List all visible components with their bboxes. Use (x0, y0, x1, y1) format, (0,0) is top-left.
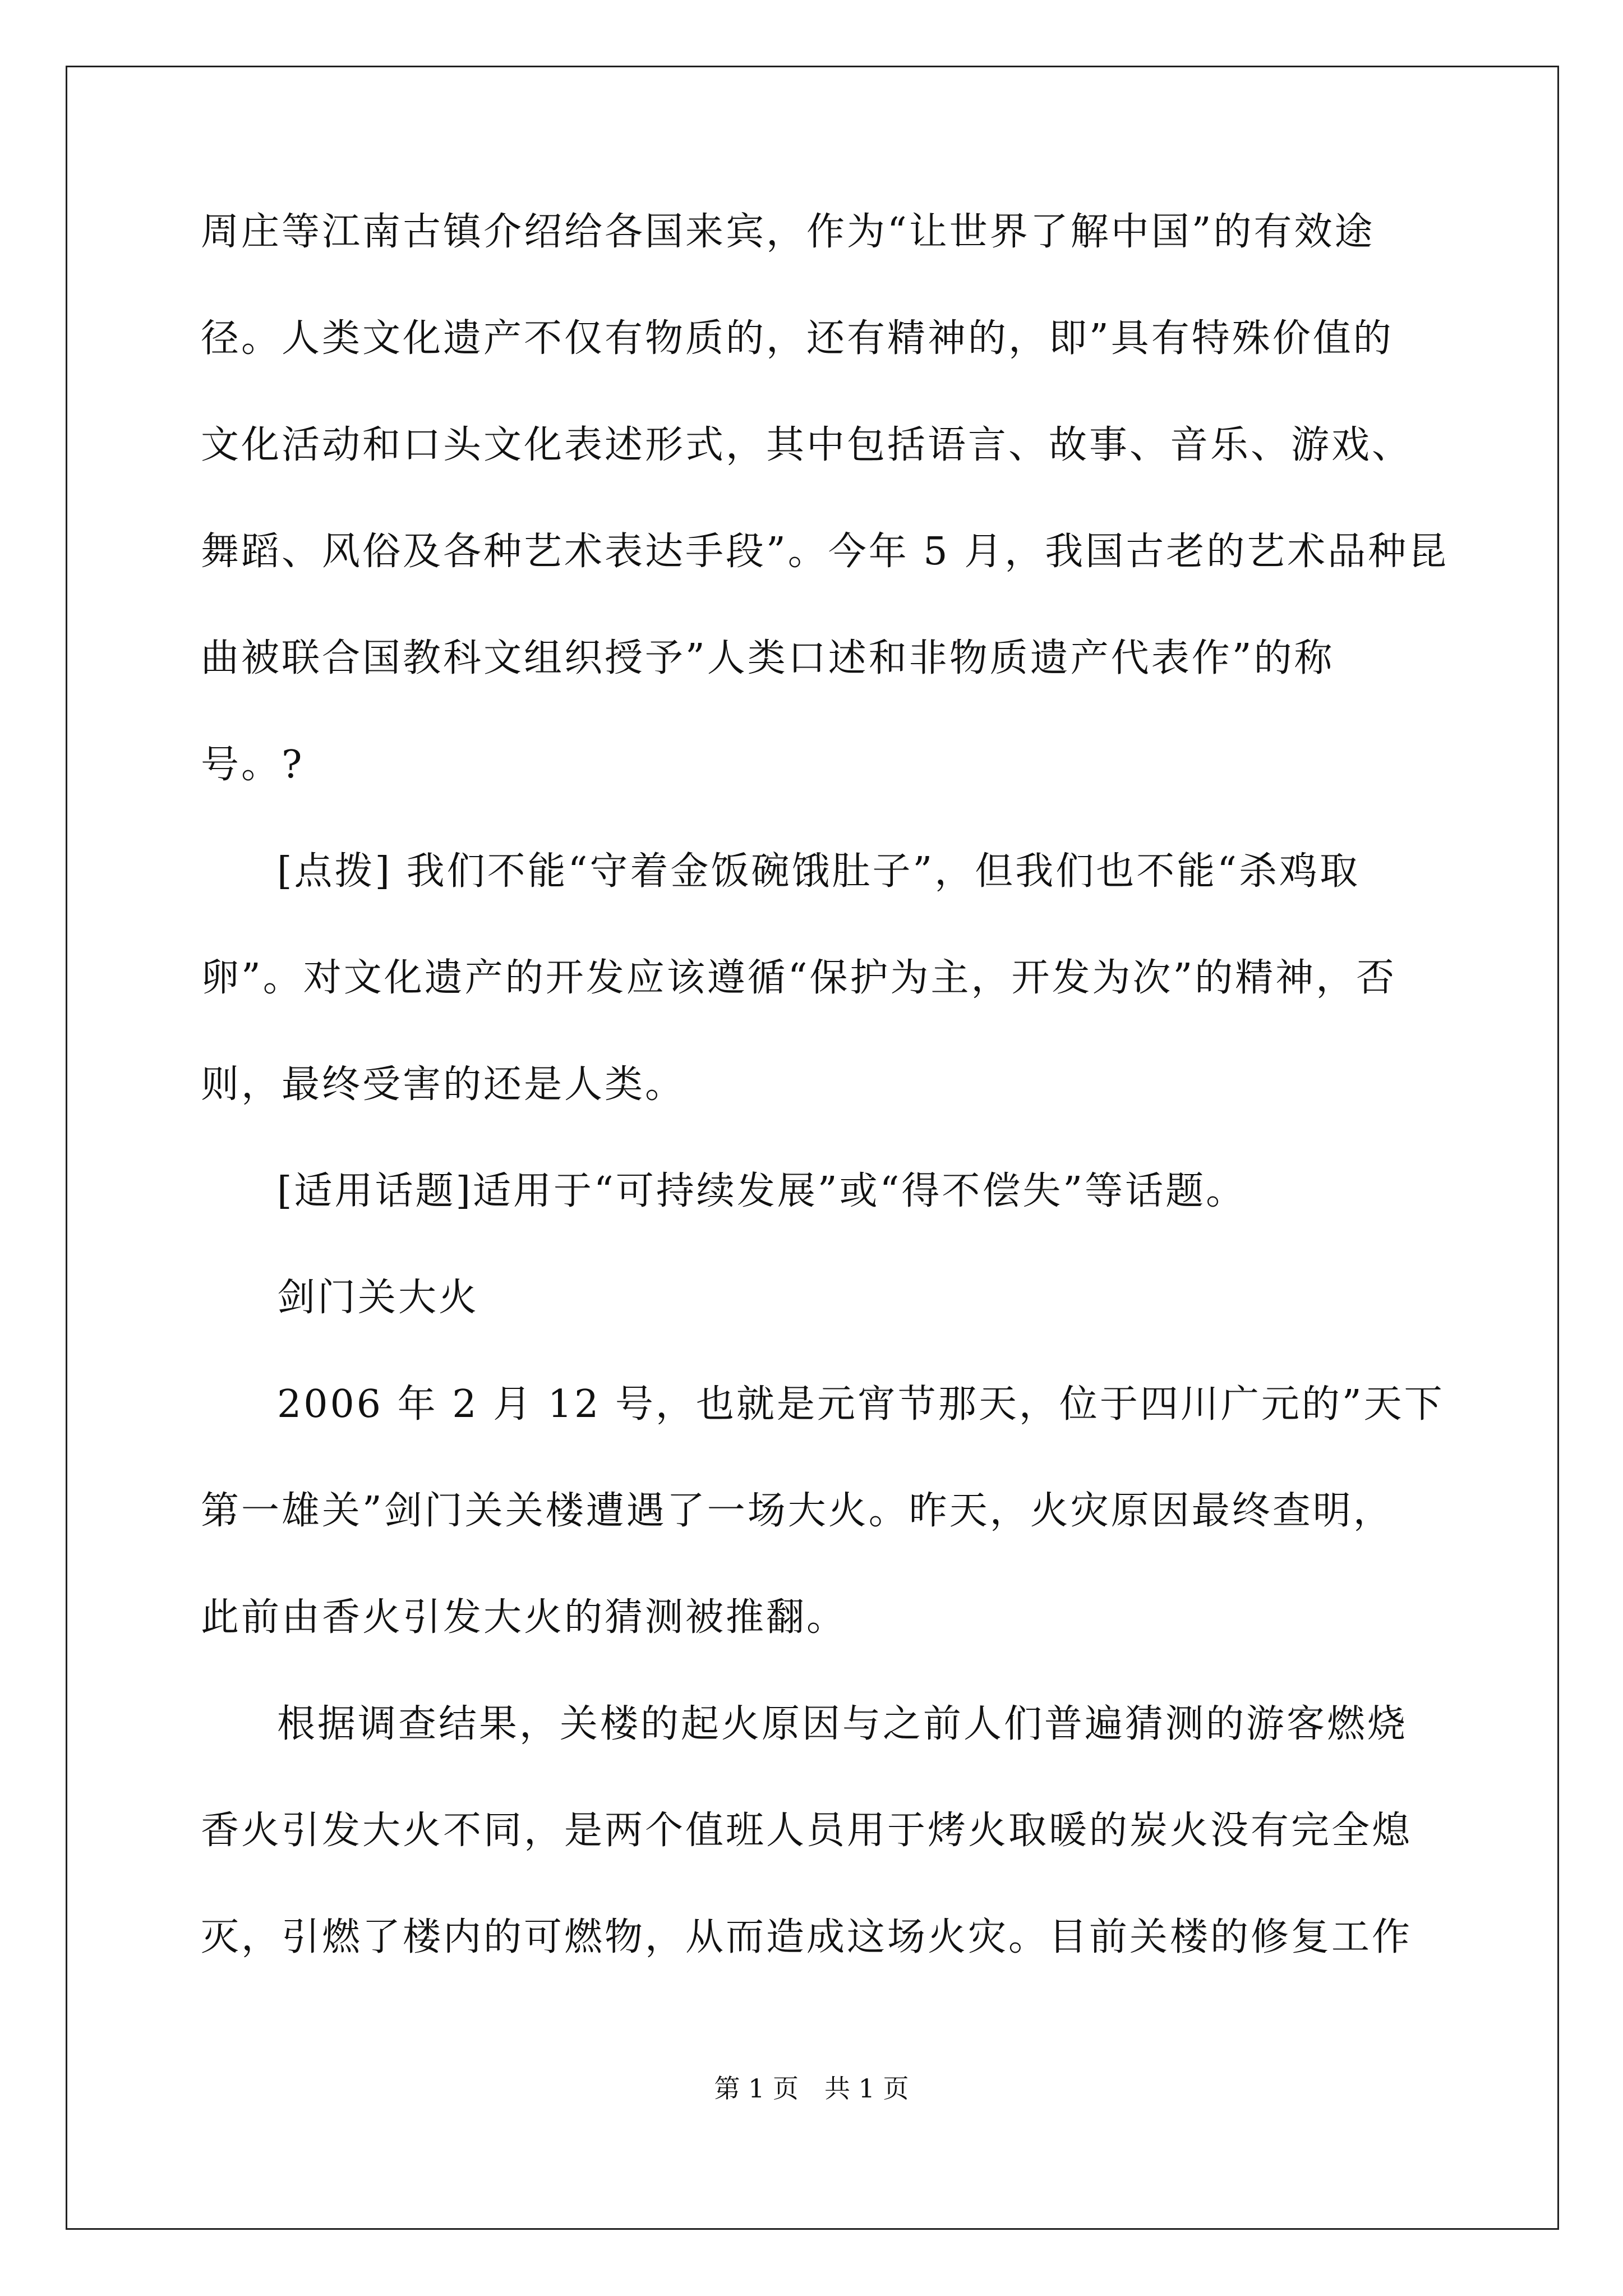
text-line: 此前由香火引发大火的猜测被推翻。 (201, 1595, 847, 1640)
text-line: 第一雄关”剑门关关楼遭遇了一场大火。昨天，火灾原因最终查明， (201, 1489, 1394, 1533)
section-heading: 剑门关大火 (277, 1276, 479, 1320)
text-line: 根据调查结果，关楼的起火原因与之前人们普遍猜测的游客燃烧 (277, 1702, 1408, 1746)
text-line: 香火引发大火不同，是两个值班人员用于烤火取暖的炭火没有完全熄 (201, 1809, 1413, 1853)
text-line: 文化活动和口头文化表述形式，其中包括语言、故事、音乐、游戏、 (201, 423, 1413, 467)
document-body (201, 210, 1449, 2025)
text-line: 周庄等江南古镇介绍给各国来宾，作为“让世界了解中国”的有效途 (201, 210, 1375, 254)
text-line: [适用话题]适用于“可持续发展”或“得不偿失”等话题。 (277, 1169, 1247, 1213)
text-line: 舞蹈、风俗及各种艺术表达手段”。今年 5 月，我国古老的艺术品种昆 (201, 530, 1449, 574)
text-line: 灭，引燃了楼内的可燃物，从而造成这场火灾。目前关楼的修复工作 (201, 1915, 1413, 1959)
text-line: 号。? (201, 743, 305, 787)
text-line: 卵”。对文化遗产的开发应该遵循“保护为主，开发为次”的精神，否 (201, 956, 1397, 1000)
text-line: 径。人类文化遗产不仅有物质的，还有精神的，即”具有特殊价值的 (201, 316, 1394, 361)
text-line: 2006 年 2 月 12 号，也就是元宵节那天，位于四川广元的”天下 (277, 1382, 1445, 1427)
text-line: 曲被联合国教科文组织授予”人类口述和非物质遗产代表作”的称 (201, 636, 1335, 680)
page-number-footer: 第 1 页 共 1 页 (714, 2073, 909, 2104)
text-line: [点拨] 我们不能“守着金饭碗饿肚子”，但我们也不能“杀鸡取 (277, 849, 1360, 894)
text-line: 则，最终受害的还是人类。 (201, 1062, 686, 1107)
